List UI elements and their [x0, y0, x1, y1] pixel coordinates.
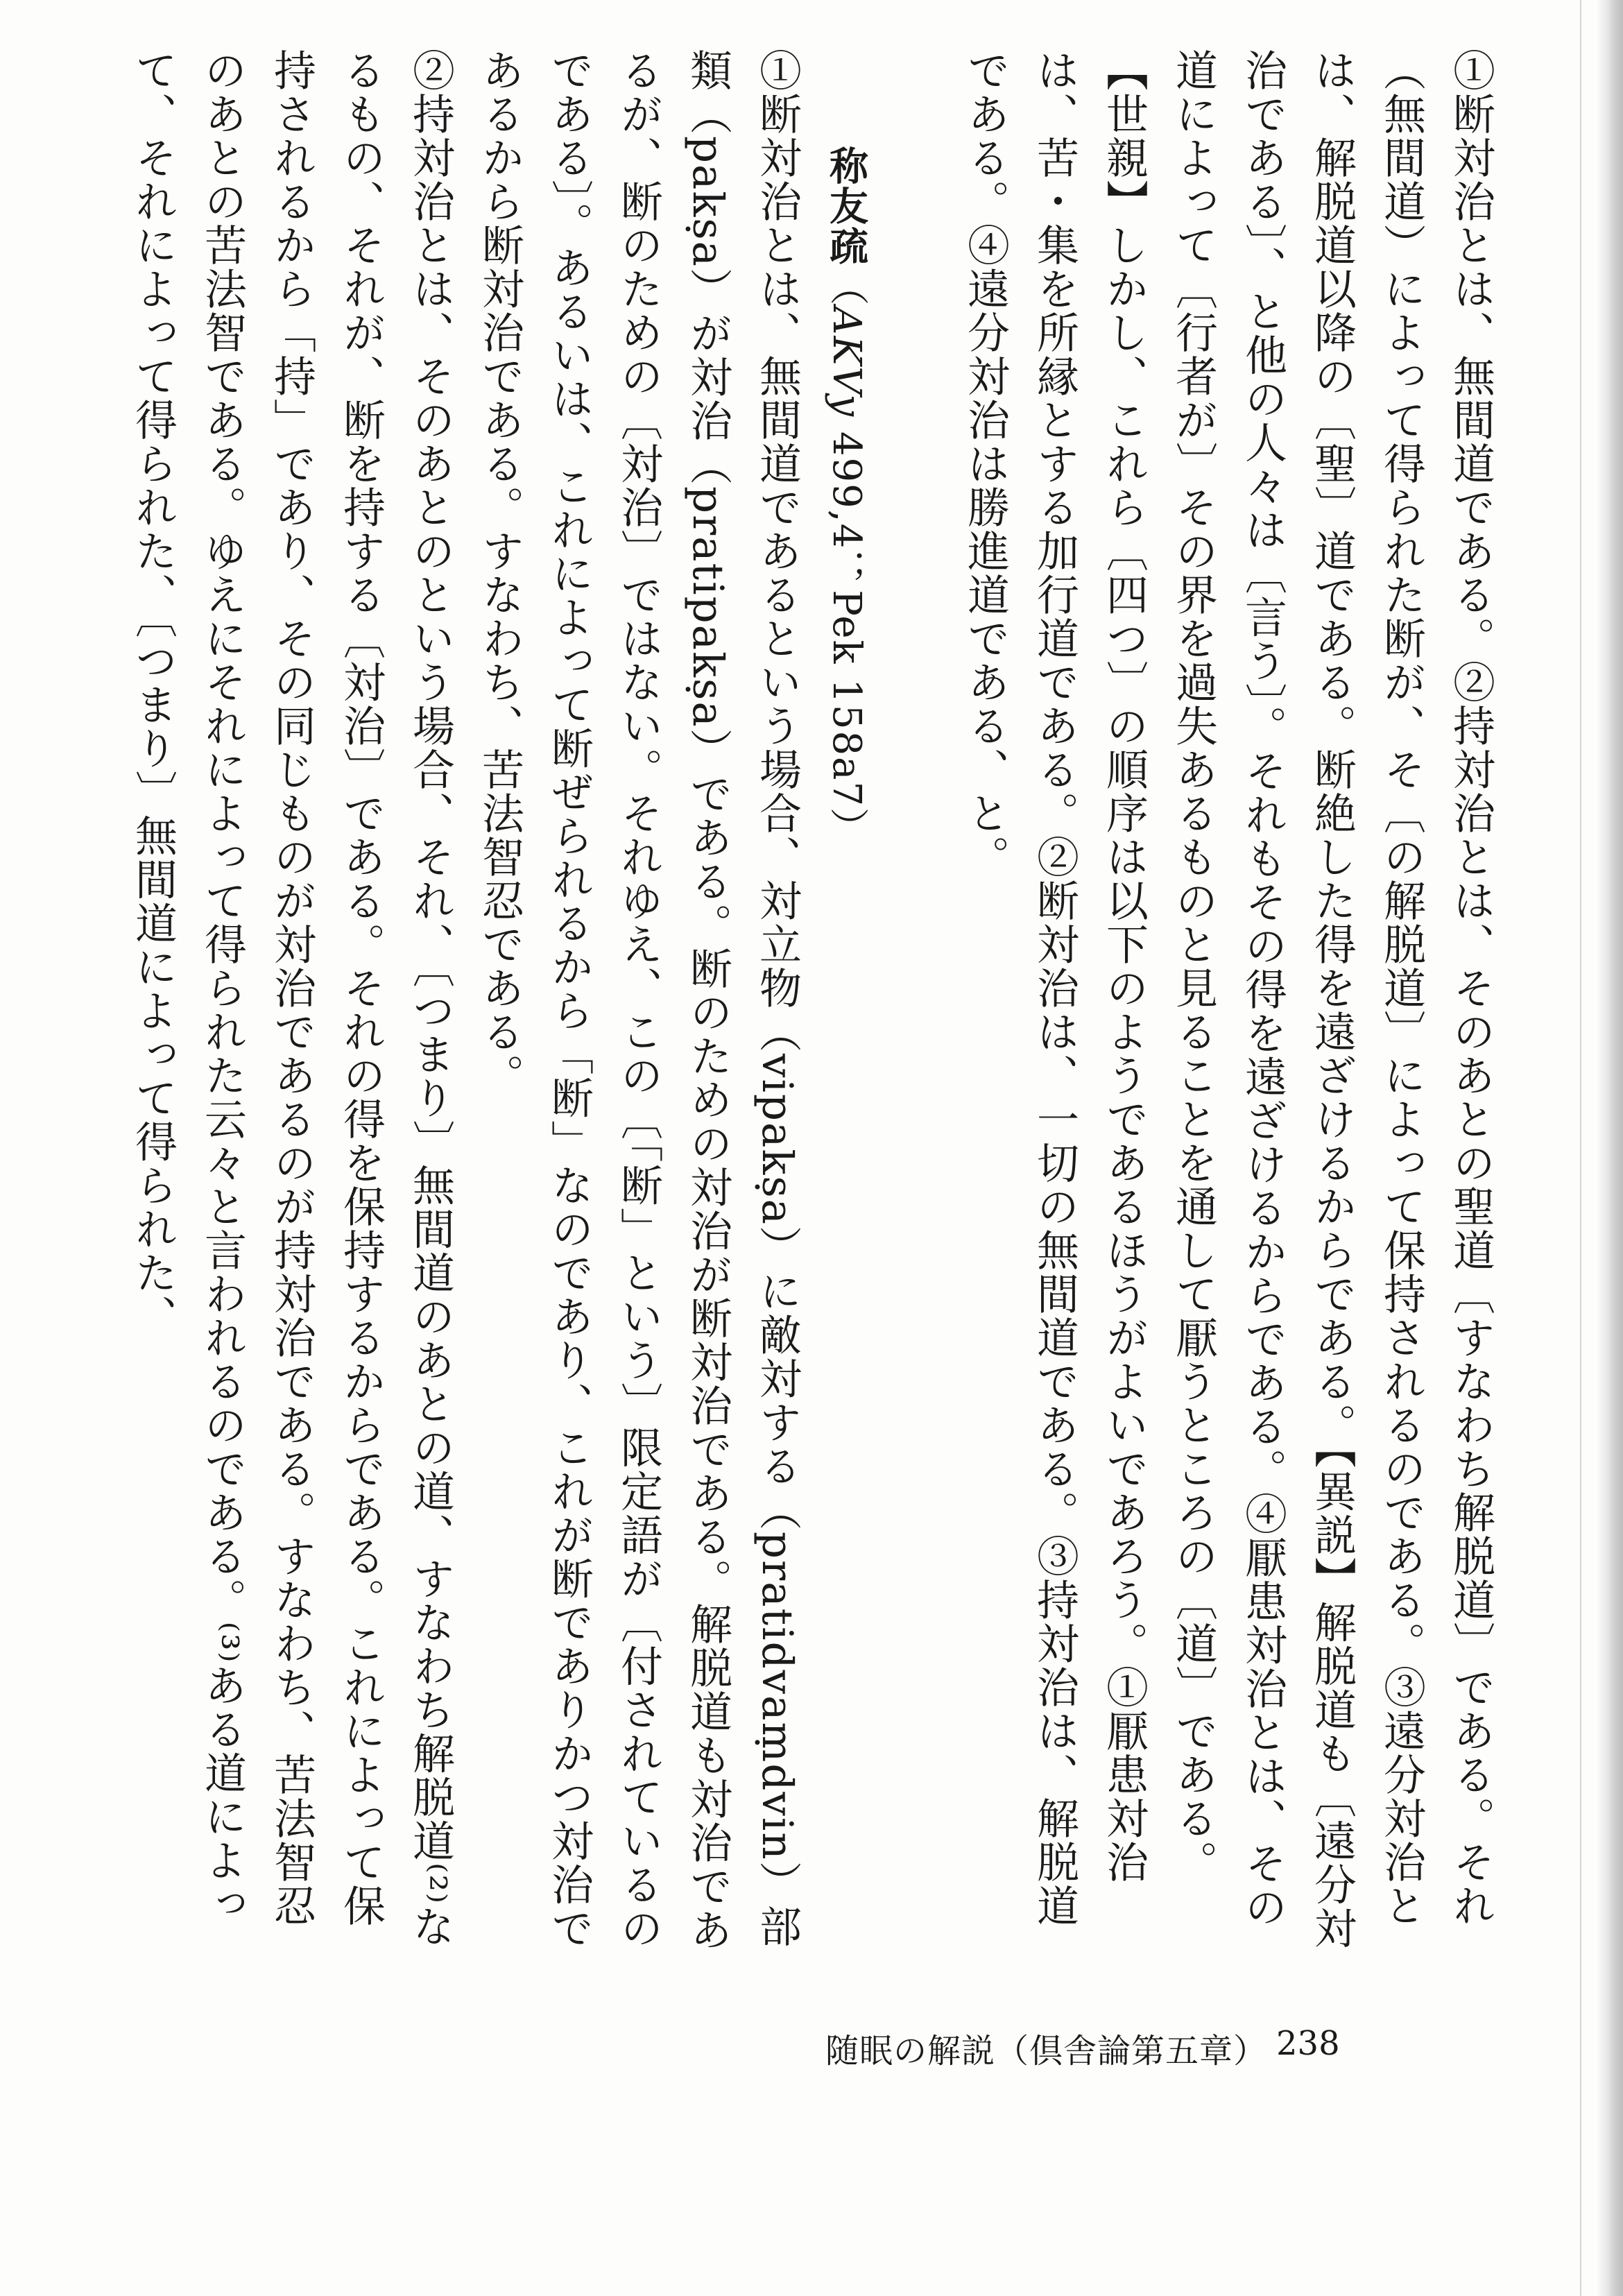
paragraph-vasubandhu: 【世親】しかし、これら〔四つ〕の順序は以下のようであるほうがよいであろう。①厭患対治は、苦・集を所縁とする加行道である。②断対治は、一切の無間道である。③持対治は、解脱道である。④遠分対治は勝進道である、と。 — [961, 49, 1149, 1928]
commentary-reference-open: （ — [824, 266, 869, 307]
paragraph-four-remedies: ①断対治とは、無間道である。②持対治とは、そのあとの聖道〔すなわち解脱道〕である。それ（無間道）によって得られた断が、そ〔の解脱道〕によって保持されるのである。③遠分対治とは、解脱道以降の〔聖〕道である。断絶した得を遠ざけるからである。【異説】解脱道も〔遠分対治である〕、と他の人々は〔言う〕。それもその得を遠ざけるからである。④厭患対治とは、その道によって〔行者が〕その界を過失あるものと見ることを通して厭うところの〔道〕である。 — [1169, 49, 1495, 1951]
vertical-text-body — [118, 49, 1505, 1963]
running-title: 随眠の解説（倶舎論第五章） — [825, 2032, 1268, 2071]
commentary-heading — [812, 49, 881, 1963]
commentary-paragraph-1: ①断対治とは、無間道であるという場合、対立物（vipakṣa）に敵対する（pratidvaṃdvin）部類（pakṣa）が対治（pratipakṣa）である。断のための対治が断対治である。解脱道も対治であるが、断のための〔対治〕ではない。それゆえ、この〔「断」という〕限定語が〔付されているのである〕。あるいは、これによって断ぜられるから「断」なのであり、これが断でありかつ対治であるから断対治である。すなわち、苦法智忍である。 — [475, 49, 802, 1952]
page-number: 238 — [1276, 2024, 1340, 2063]
commentary-heading-title: 称友疏 — [823, 146, 869, 266]
commentary-paragraph-2: ②持対治とは、そのあとのという場合、それ、〔つまり〕無間道のあとの道、すなわち解脱道⁽²⁾なるもの、それが、断を持する〔対治〕である。それの得を保持するからである。これによって保持されるから「持」であり、その同じものが対治であるのが持対治である。すなわち、苦法智忍のあとの苦法智である。ゆえにそれによって得られた云々と言われるのである。⁽³⁾ある道によって、それによって得られた、〔つまり〕無間道によって得られた、 — [128, 49, 455, 1948]
commentary-reference-rest: 499,4；Pek 158a7） — [824, 418, 869, 848]
commentary-reference-akvy: AKVy — [824, 307, 869, 418]
binding-edge — [1595, 0, 1623, 2296]
binding-line — [1580, 0, 1581, 2296]
